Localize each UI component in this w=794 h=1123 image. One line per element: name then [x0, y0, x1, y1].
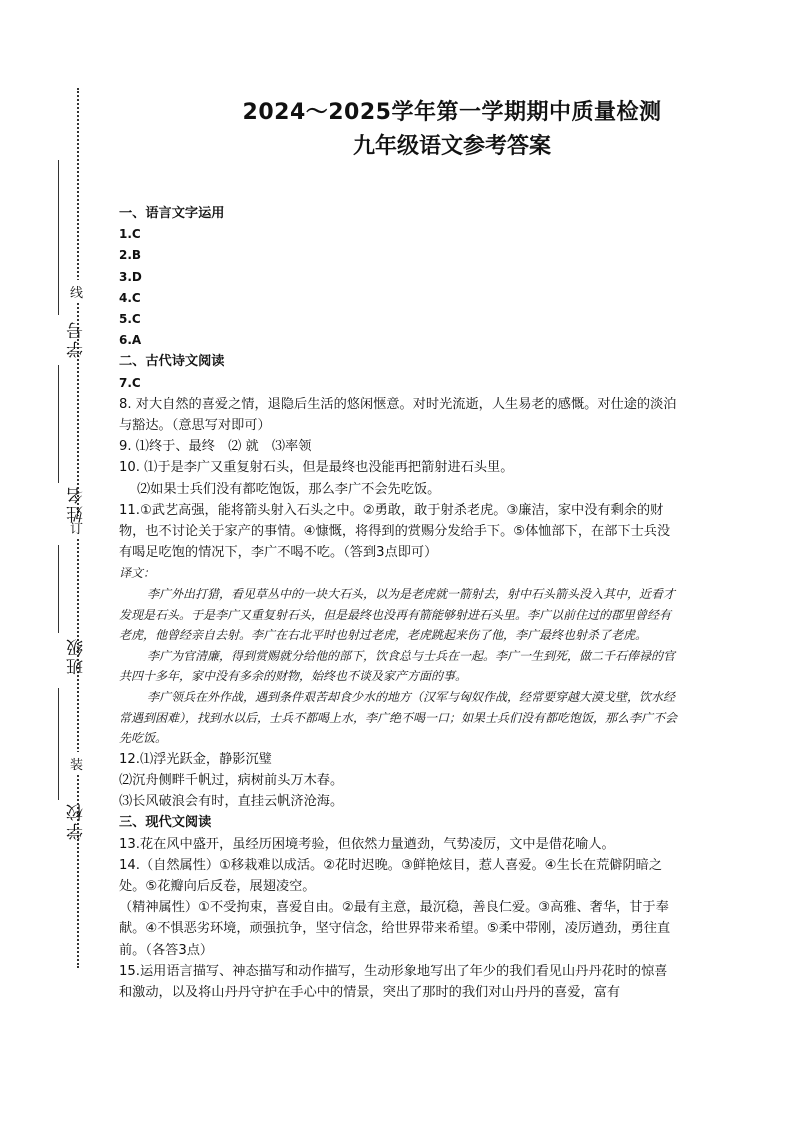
section-heading-1: 一、语言文字运用 [119, 206, 225, 221]
answer-13: 13.花在风中盛开，虽经历困境考验，但依然力量遒劲，气势凌厉，文中是借花喻人。 [119, 836, 615, 852]
field-school [28, 688, 87, 848]
page-title: 2024～2025学年第一学期期中质量检测 [242, 100, 662, 125]
translation-paragraph-1: 李广外出打猎，看见草丛中的一块大石头，以为是老虎就一箭射去，射中石头箭头没入其中，近看才发现是石头。于是李广又重复射石头，但是最终也没再有箭能够射进石头里。李广以前住过的郡里曾经有老虎，他曾经亲自去射。李广在右北平时也射过老虎，老虎跳起来伤了他，李广最终也射杀了老虎。 [119, 587, 676, 643]
answer-content [119, 203, 679, 1003]
answer-10-part-1: 10. ⑴于是李广又重复射石头，但是最终也没能再把箭射进石头里。 [119, 460, 514, 476]
answer-8: 8. 对大自然的喜爱之情，退隐后生活的悠闲惬意。对时光流逝，人生易老的感慨。对仕途的淡泊与豁达。（意思写对即可） [119, 396, 677, 434]
field-student-id [28, 160, 87, 370]
page-header [110, 96, 794, 164]
binding-mark-ding: 订 [70, 516, 83, 539]
answer-12-part-2: ⑵沉舟侧畔千帆过，病树前头万木春。 [119, 773, 344, 788]
translation-label: 译文： [119, 566, 156, 581]
field-label-name: 姓名 [67, 485, 87, 523]
answer-14-natural: 14.（自然属性）①移栽难以成活。②花时迟晚。③鲜艳炫目，惹人喜爱。④生长在荒僻阴暗之处。⑤花瓣向后反卷，展翅凌空。 [119, 857, 663, 895]
answer-12-part-1: 12.⑴浮光跃金，静影沉璧 [119, 751, 272, 767]
section-heading-2: 二、古代诗文阅读 [119, 354, 225, 370]
answer-11: 11.①武艺高强，能将箭头射入石头之中。②勇敢，敢于射杀老虎。③廉洁，家中没有剩余的财物，也不讨论关于家产的事情。④慷慨，将得到的赏赐分发给手下。⑤体恤部下，在部下士兵没有喝足吃饱的情况下，李广不喝不吃。（答到3点即可） [119, 502, 671, 561]
answer-3: 3.D [119, 269, 142, 284]
section-heading-3: 三、现代文阅读 [119, 815, 212, 831]
answer-14-spiritual: （精神属性）①不受拘束，喜爱自由。②最有主意，最沉稳，善良仁爱。③高雅、奢华，甘于奉献。④不惧恶劣环境，顽强抗争，坚守信念，给世界带来希望。⑤柔中带刚，凌厉遒劲，勇往直前。（各答3点） [119, 900, 671, 958]
field-label-student-id: 学号 [67, 320, 87, 358]
answer-10-part-2: ⑵如果士兵们没有都吃饱饭，那么李广不会先吃饭。 [137, 481, 441, 497]
field-name [28, 365, 87, 540]
translation-paragraph-2: 李广为官清廉，得到赏赐就分给他的部下，饮食总与士兵在一起。李广一生到死，做二千石俸禄的官共四十多年，家中没有多余的财物，始终也不谈及家产方面的事。 [119, 648, 676, 684]
binding-mark-xian: 线 [70, 280, 83, 303]
answer-1: 1.C [119, 227, 141, 242]
answer-15: 15.运用语言描写、神态描写和动作描写，生动形象地写出了年少的我们看见山丹丹花时的惊喜和激动，以及将山丹丹守护在手心中的情景，突出了那时的我们对山丹丹的喜爱，富有 [119, 963, 668, 1001]
translation-paragraph-3: 李广领兵在外作战，遇到条件艰苦却食少水的地方（汉军与匈奴作战，经常要穿越大漠戈壁，饮水经常遇到困难），找到水以后，士兵不都喝上水，李广绝不喝一口；如果士兵们没有都吃饱饭，那么李广不会先吃饭。 [119, 690, 678, 746]
page-subtitle: 九年级语文参考答案 [352, 134, 551, 159]
binding-margin [0, 0, 110, 1123]
field-label-class: 班级 [67, 637, 87, 675]
answer-12-part-3: ⑶长风破浪会有时，直挂云帆济沧海。 [119, 794, 344, 810]
answer-6: 6.A [119, 333, 142, 348]
field-label-school: 学校 [67, 802, 87, 840]
binding-mark-zhuang: 装 [70, 752, 83, 775]
answer-2: 2.B [119, 248, 142, 263]
field-class [28, 545, 87, 685]
answer-9: 9. ⑴终于、最终 ⑵ 就 ⑶率领 [119, 439, 312, 455]
answer-7: 7.C [119, 375, 141, 390]
answer-5: 5.C [119, 312, 141, 327]
answer-4: 4.C [119, 290, 141, 305]
